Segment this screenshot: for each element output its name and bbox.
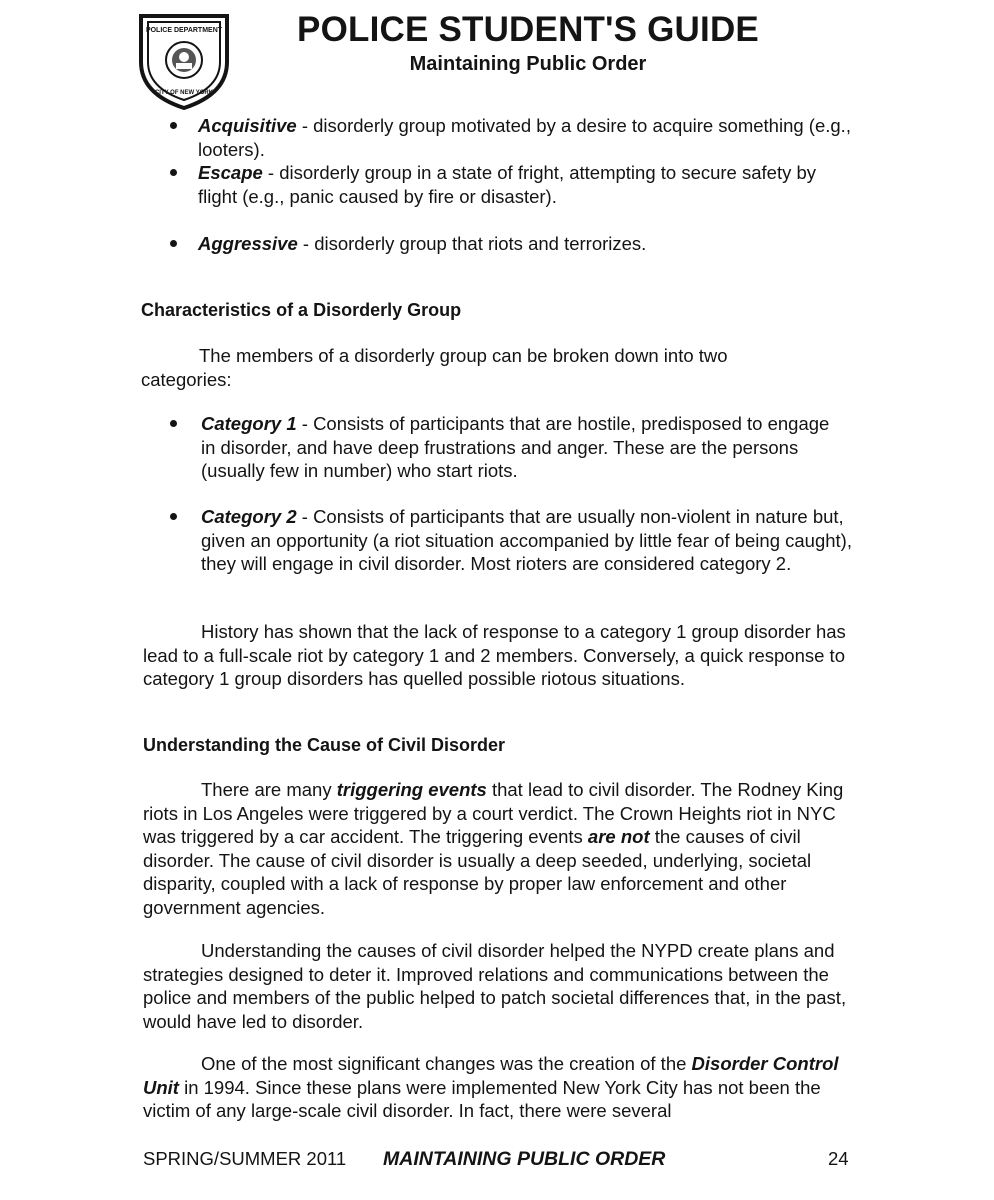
emphasis-text: triggering events [336, 779, 487, 800]
bullet-desc: - Consists of participants that are usually non-violent in nature but, given an opportunity (a riot situation accompanied by little fear of being caught), they will engage in civil disorder. Most rioters are considered category 2. [201, 506, 852, 574]
bullet-icon [170, 169, 177, 176]
page-title: POLICE STUDENT'S GUIDE [297, 10, 759, 49]
text-run: that lead to civil disorder. The Rodney King riots in Los Angeles were triggered by a court verdict. The Crown Heights riot in NYC was triggered by a car accident. The triggering events [143, 779, 844, 847]
emphasis-text: are not [587, 826, 650, 847]
page-number: 24 [828, 1148, 849, 1169]
paragraph: History has shown that the lack of response to a category 1 group disorder has lead to a full-scale riot by category 1 and 2 members. Conversely, a quick response to category 1 group disorders has quelled possible riotous situations. [143, 621, 846, 689]
text-run: in 1994. Since these plans were implemented New York City has not been the victim of any large-scale civil disorder. In fact, there were several [143, 1076, 821, 1121]
bullet-term: Category 2 [201, 506, 297, 527]
bullet-term: Aggressive [198, 233, 298, 254]
seal-text-top: POLICE DEPARTMENT [145, 27, 223, 34]
bullet-desc: - Consists of participants that are hostile, predisposed to engage in disorder, and have deep frustrations and anger. These are the persons (usually few in number) who start riots. [201, 413, 830, 481]
bullet-icon [170, 122, 177, 129]
bullet-icon [170, 513, 177, 520]
seal-text-bottom: CITY OF NEW YORK [154, 90, 214, 96]
bullet-desc: - disorderly group in a state of fright, attempting to secure safety by flight (e.g., panic caused by fire or disaster). [198, 162, 817, 207]
paragraph: Understanding the causes of civil disorder helped the NYPD create plans and strategies designed to deter it. Improved relations and communications between the police and members of the public helped to patch societal differences that, in the past, would have led to disorder. [143, 940, 847, 1032]
bullet-icon [170, 420, 177, 427]
bullet-term: Escape [198, 162, 263, 183]
section-heading: Characteristics of a Disorderly Group [141, 300, 462, 320]
nypd-seal-logo [137, 10, 231, 110]
bullet-icon [170, 240, 177, 247]
paragraph: The members of a disorderly group can be broken down into two categories: [141, 345, 728, 390]
text-run: There are many [201, 779, 337, 800]
bullet-desc: - disorderly group that riots and terrorizes. [297, 233, 647, 254]
footer-title: MAINTAINING PUBLIC ORDER [383, 1148, 666, 1170]
bullet-term: Acquisitive [198, 115, 297, 136]
bullet-desc: - disorderly group motivated by a desire to acquire something (e.g., looters). [198, 115, 851, 160]
footer-edition: SPRING/SUMMER 2011 [143, 1148, 347, 1169]
section-heading: Understanding the Cause of Civil Disorder [143, 735, 506, 755]
text-run: One of the most significant changes was the creation of the [201, 1053, 692, 1074]
emphasis-text: Disorder Control Unit [143, 1053, 839, 1098]
paragraph [143, 778, 855, 919]
bullet-term: Category 1 [201, 413, 297, 434]
page-subtitle: Maintaining Public Order [409, 53, 647, 75]
text-run: the causes of civil disorder. The cause of civil disorder is usually a deep seeded, underlying, societal disparity, coupled with a lack of response by proper law enforcement and other government agencies. [143, 826, 812, 918]
paragraph [143, 1052, 848, 1123]
